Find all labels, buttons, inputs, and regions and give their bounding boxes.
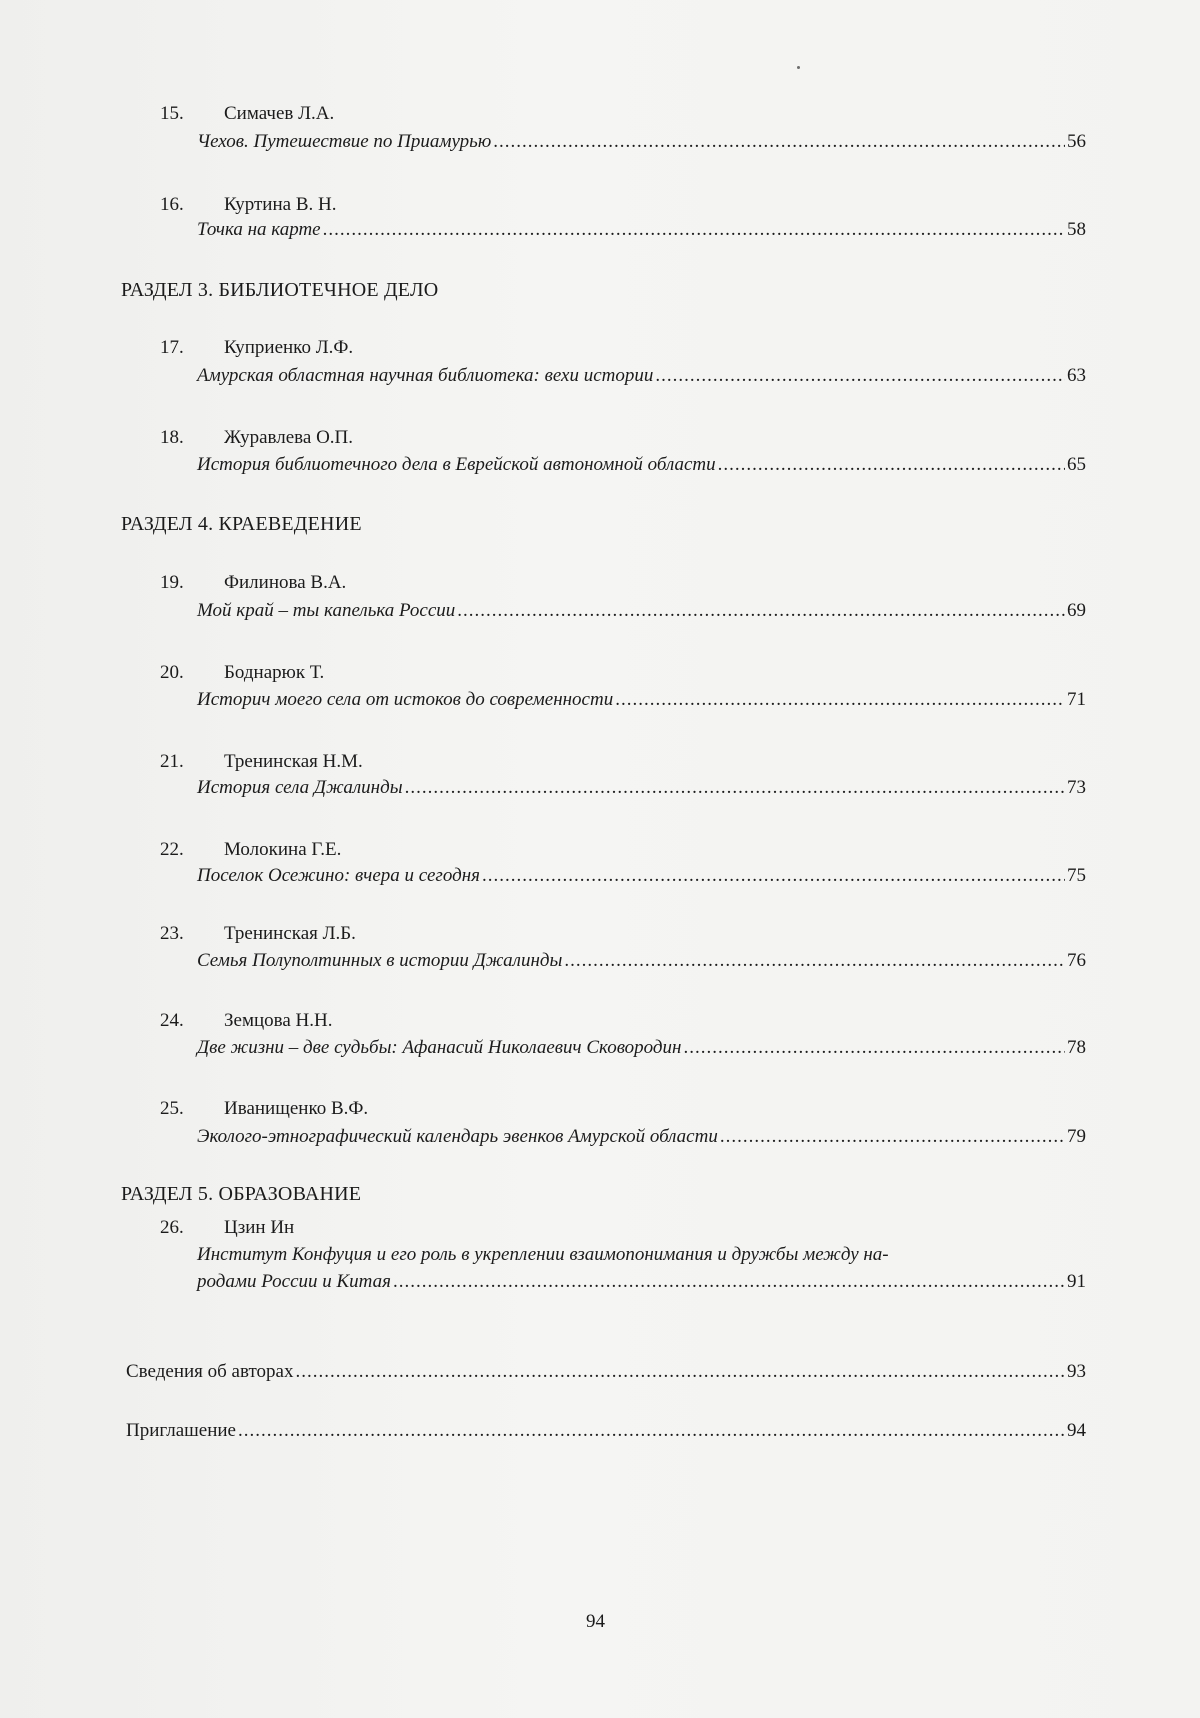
entry-page: 91 [1067,1271,1086,1292]
dot-leader [457,598,1065,623]
entry-title: Точка на карте [197,219,321,240]
dot-leader [493,129,1065,154]
entry-page: 76 [1067,950,1086,971]
entry-title: Институт Конфуция и его роль в укреплении взаимопонимания и дружбы между на- [197,1244,889,1265]
entry-number: 16. [160,194,184,215]
entry-title: Поселок Осежино: вчера и сегодня [197,865,480,886]
toc-entry-line [197,217,1086,242]
toc-back-matter-line [126,1359,1086,1384]
entry-author: Филинова В.А. [224,572,347,593]
entry-title: Амурская областная научная библиотека: вехи истории [197,365,654,386]
entry-author: Куртина В. Н. [224,194,337,215]
dot-leader [482,863,1065,888]
paper-speck [797,66,800,69]
entry-page: 73 [1067,777,1086,798]
toc-entry-line [197,598,1086,623]
entry-title: Историч моего села от истоков до современности [197,689,614,710]
dot-leader [655,363,1065,388]
dot-leader [615,687,1065,712]
entry-author: Журавлева О.П. [224,427,354,448]
section-heading: РАЗДЕЛ 5. ОБРАЗОВАНИЕ [121,1183,362,1205]
entry-page: 78 [1067,1037,1086,1058]
entry-page: 71 [1067,689,1086,710]
dot-leader [295,1359,1065,1384]
section-heading: РАЗДЕЛ 4. КРАЕВЕДЕНИЕ [121,513,362,535]
entry-number: 22. [160,839,184,860]
entry-author: Земцова Н.Н. [224,1010,333,1031]
entry-number: 17. [160,337,184,358]
entry-number: 21. [160,751,184,772]
page-number: 94 [586,1611,605,1632]
entry-number: 24. [160,1010,184,1031]
toc-entry-line [197,863,1086,888]
entry-author: Симачев Л.А. [224,103,335,124]
entry-number: 26. [160,1217,184,1238]
entry-page: 56 [1067,131,1086,152]
dot-leader [718,452,1065,477]
entry-number: 20. [160,662,184,683]
dot-leader [405,775,1065,800]
entry-title: Две жизни – две судьбы: Афанасий Николаевич Сковородин [197,1037,682,1058]
entry-number: 19. [160,572,184,593]
dot-leader [683,1035,1065,1060]
dot-leader [323,217,1065,242]
entry-author: Куприенко Л.Ф. [224,337,354,358]
entry-page: 65 [1067,454,1086,475]
entry-title-continued: родами России и Китая [197,1271,391,1292]
dot-leader [564,948,1065,973]
entry-author: Иванищенко В.Ф. [224,1098,369,1119]
entry-author: Тренинская Н.М. [224,751,363,772]
toc-entry-line [197,775,1086,800]
toc-entry-line [197,1241,1086,1295]
entry-title: Мой край – ты капелька России [197,600,456,621]
entry-number: 23. [160,923,184,944]
toc-back-matter-line [126,1418,1086,1443]
dot-leader [393,1268,1065,1295]
entry-author: Цзин Ин [224,1217,295,1238]
entry-number: 15. [160,103,184,124]
entry-title: Чехов. Путешествие по Приамурью [197,131,492,152]
entry-title: Семья Полуполтинных в истории Джалинды [197,950,563,971]
entry-title: История библиотечного дела в Еврейской автономной области [197,454,716,475]
dot-leader [720,1124,1065,1149]
entry-number: 18. [160,427,184,448]
toc-entry-line [197,452,1086,477]
entry-page: 79 [1067,1126,1086,1147]
back-matter-label: Сведения об авторах [126,1361,294,1382]
entry-author: Боднарюк Т. [224,662,325,683]
back-matter-label: Приглашение [126,1420,236,1441]
dot-leader [238,1418,1065,1443]
back-matter-page: 93 [1067,1361,1086,1382]
entry-page: 63 [1067,365,1086,386]
entry-author: Тренинская Л.Б. [224,923,356,944]
entry-page: 58 [1067,219,1086,240]
entry-page: 75 [1067,865,1086,886]
toc-entry-line [197,1035,1086,1060]
toc-entry-line [197,687,1086,712]
entry-title: Эколого-этнографический календарь эвенков Амурской области [197,1126,718,1147]
back-matter-page: 94 [1067,1420,1086,1441]
toc-entry-line [197,1124,1086,1149]
section-heading: РАЗДЕЛ 3. БИБЛИОТЕЧНОЕ ДЕЛО [121,279,439,301]
entry-page: 69 [1067,600,1086,621]
entry-author: Молокина Г.Е. [224,839,342,860]
toc-entry-line [197,948,1086,973]
entry-number: 25. [160,1098,184,1119]
entry-title: История села Джалинды [197,777,403,798]
toc-entry-line [197,129,1086,154]
toc-entry-line [197,363,1086,388]
